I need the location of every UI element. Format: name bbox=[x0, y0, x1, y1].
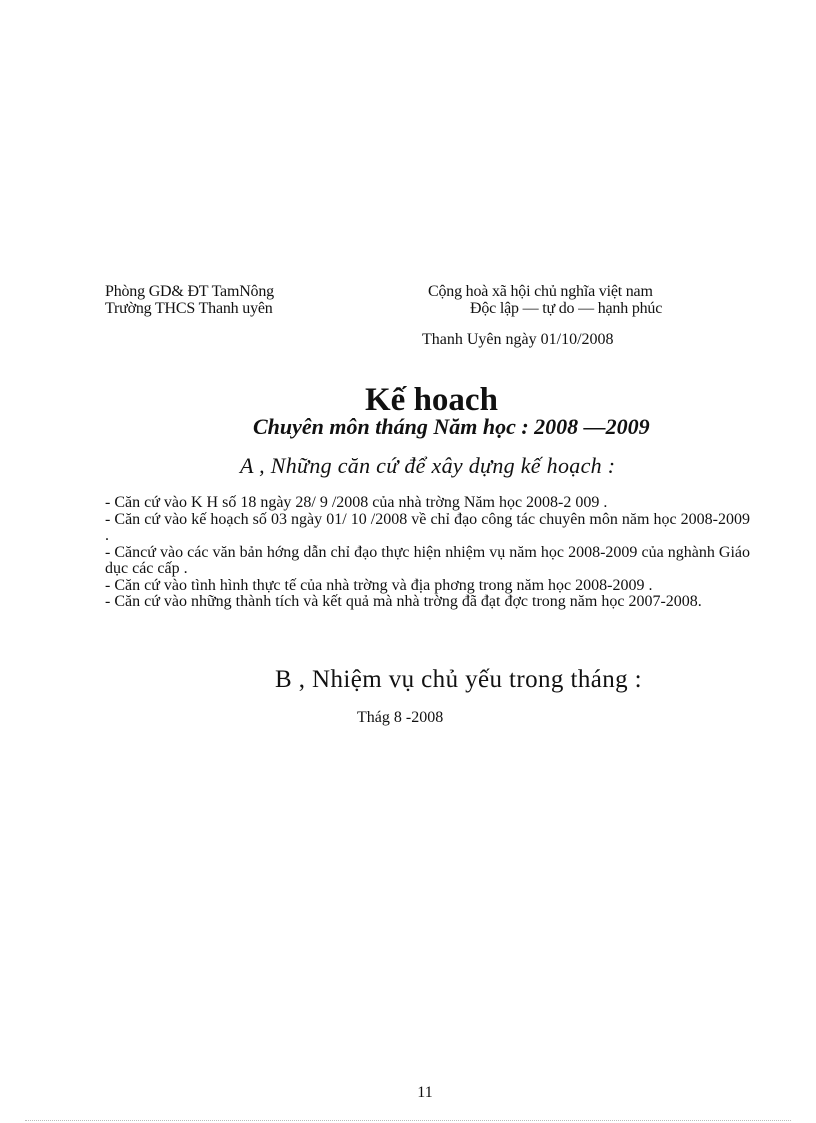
page-number: 11 bbox=[417, 1084, 433, 1101]
header-right-line1: Cộng hoà xã hội chủ nghĩa việt nam bbox=[428, 283, 653, 300]
header-left-line1: Phòng GD& ĐT TamNông bbox=[105, 283, 274, 300]
section-a-heading: A , Những căn cứ để xây dựng kế hoạch : bbox=[240, 453, 616, 478]
date-line: Thanh Uyên ngày 01/10/2008 bbox=[422, 331, 614, 348]
document-subtitle: Chuyên môn tháng Năm học : 2008 —2009 bbox=[253, 414, 650, 439]
month-label: Thág 8 -2008 bbox=[357, 709, 444, 726]
section-a-item: - Căncứ vào các văn bản hớng dẫn chỉ đạo thực hiện nhiệm vụ năm học 2008-2009 của nghành Giáo dục các cấp . bbox=[105, 543, 750, 577]
header-right-line2: Độc lập — tự do — hạnh phúc bbox=[470, 300, 663, 317]
section-a-item: - Căn cứ vào kế hoạch số 03 ngày 01/ 10 /2008 về chỉ đạo công tác chuyên môn năm học 2008-2009 . bbox=[105, 510, 750, 544]
section-a-item: - Căn cứ vào K H số 18 ngày 28/ 9 /2008 của nhà trờng Năm học 2008-2 009 . bbox=[105, 494, 608, 511]
section-b-heading: B , Nhiệm vụ chủ yếu trong tháng : bbox=[275, 666, 643, 693]
header-left-line2: Trường THCS Thanh uyên bbox=[105, 300, 273, 317]
section-a-item: - Căn cứ vào những thành tích và kết quả mà nhà trờng đã đạt đợc trong năm học 2007-2008. bbox=[105, 593, 702, 610]
document-title: Kế hoach bbox=[365, 382, 498, 418]
section-a-list bbox=[105, 495, 750, 611]
page-bottom-divider bbox=[25, 1120, 791, 1121]
section-a-item: - Căn cứ vào tình hình thực tế của nhà trờng và địa phơng trong năm học 2008-2009 . bbox=[105, 576, 653, 594]
